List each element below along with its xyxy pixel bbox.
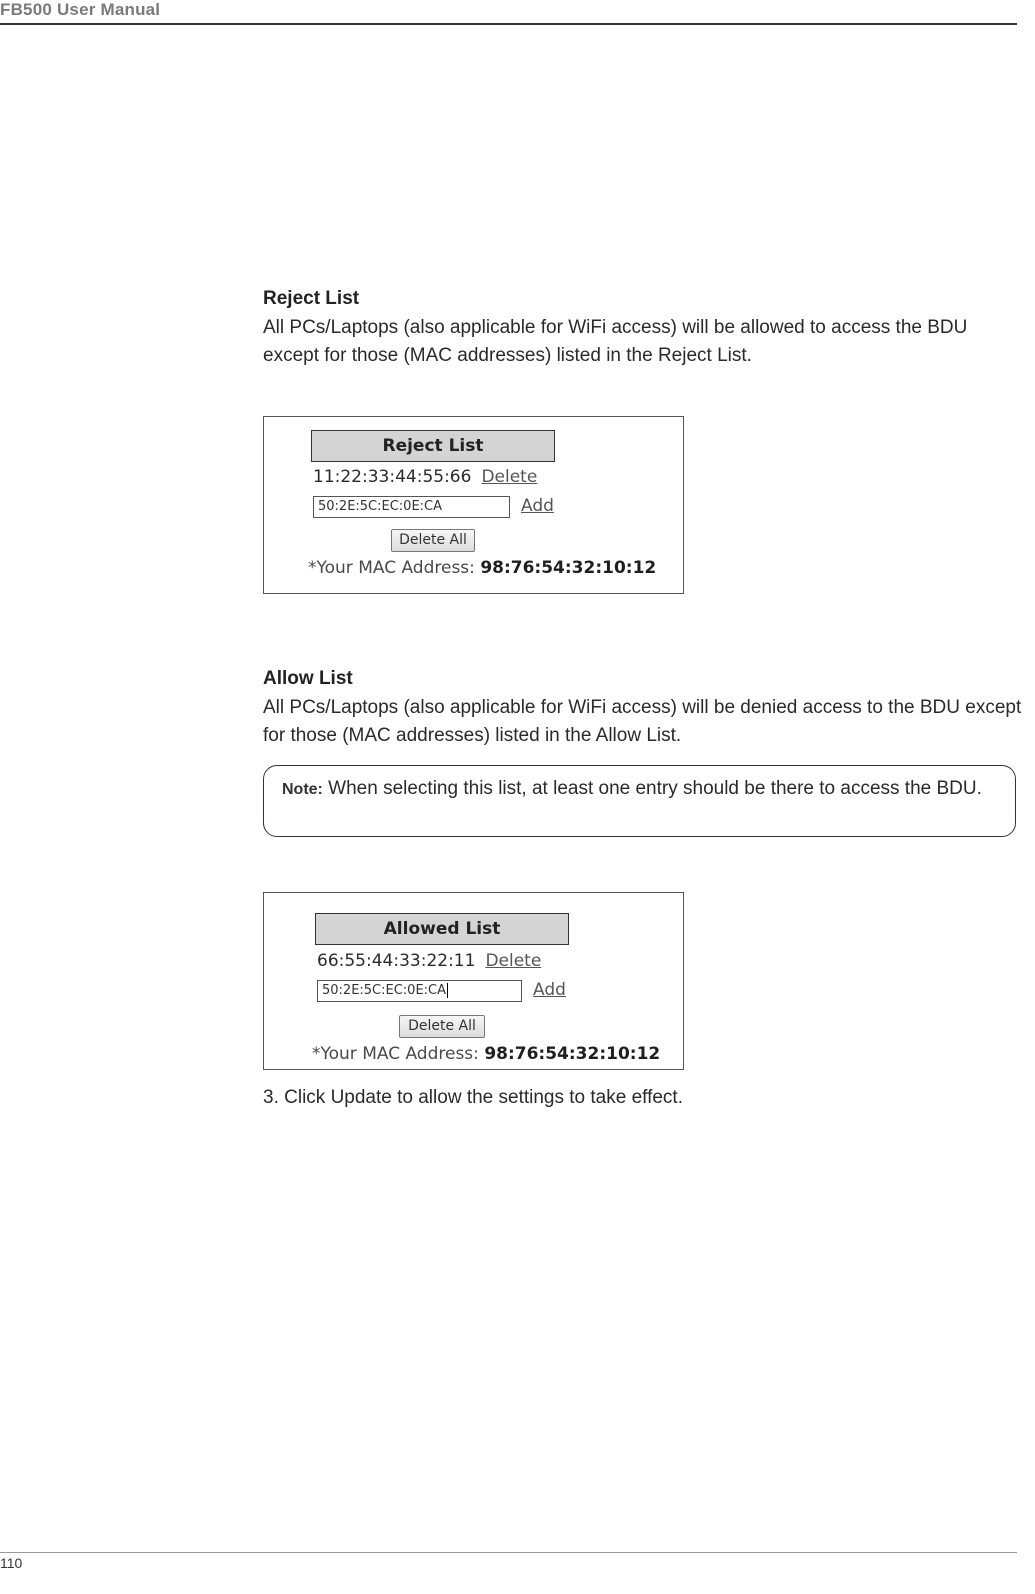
allow-mac-label: *Your MAC Address: [312, 1044, 485, 1064]
reject-list-screenshot [263, 416, 684, 594]
reject-list-heading: Reject List [263, 288, 360, 309]
allow-list-title: Allowed List [315, 913, 569, 945]
reject-list-entry [313, 467, 537, 487]
allow-mac-input[interactable] [317, 980, 522, 1002]
reject-your-mac-address [308, 558, 656, 578]
reject-mac-label: *Your MAC Address: [308, 558, 481, 578]
allow-your-mac-address [312, 1044, 660, 1064]
reject-list-title: Reject List [311, 430, 555, 462]
allow-delete-all-button[interactable]: Delete All [399, 1015, 485, 1038]
text-caret [447, 983, 448, 998]
reject-entry-delete-link[interactable]: Delete [481, 467, 538, 487]
note-text: When selecting this list, at least one entry should be there to access the BDU. [322, 778, 982, 799]
note-label: Note: [282, 781, 323, 798]
reject-add-link[interactable]: Add [521, 496, 554, 516]
reject-list-description: All PCs/Laptops (also applicable for WiFi access) will be allowed to access the BDU except for those (MAC addresses) listed in the Reject List. [263, 317, 968, 366]
allow-list-heading: Allow List [263, 668, 353, 689]
reject-mac-input[interactable]: 50:2E:5C:EC:0E:CA [313, 496, 510, 518]
allow-mac-value: 98:76:54:32:10:12 [484, 1044, 661, 1064]
page-number: 110 [0, 1555, 23, 1571]
step-instruction: 3. Click Update to allow the settings to take effect. [263, 1087, 683, 1108]
allow-entry-delete-link[interactable]: Delete [485, 951, 542, 971]
running-header-title: FB500 User Manual [0, 0, 161, 19]
reject-delete-all-button[interactable]: Delete All [391, 529, 475, 552]
allow-add-link[interactable]: Add [533, 980, 566, 1000]
reject-entry-mac: 11:22:33:44:55:66 [313, 467, 472, 487]
header-divider [0, 23, 1017, 25]
allow-list-description: All PCs/Laptops (also applicable for WiFi access) will be denied access to the BDU except for those (MAC addresses) listed in the Allow List. [263, 697, 1022, 746]
note-box [263, 765, 1016, 837]
footer-divider [0, 1552, 1017, 1553]
allow-list-entry [317, 951, 541, 971]
allow-entry-mac: 66:55:44:33:22:11 [317, 951, 476, 971]
reject-mac-value: 98:76:54:32:10:12 [480, 558, 657, 578]
allow-list-screenshot [263, 892, 684, 1070]
allow-mac-input-value: 50:2E:5C:EC:0E:CA [322, 983, 447, 998]
